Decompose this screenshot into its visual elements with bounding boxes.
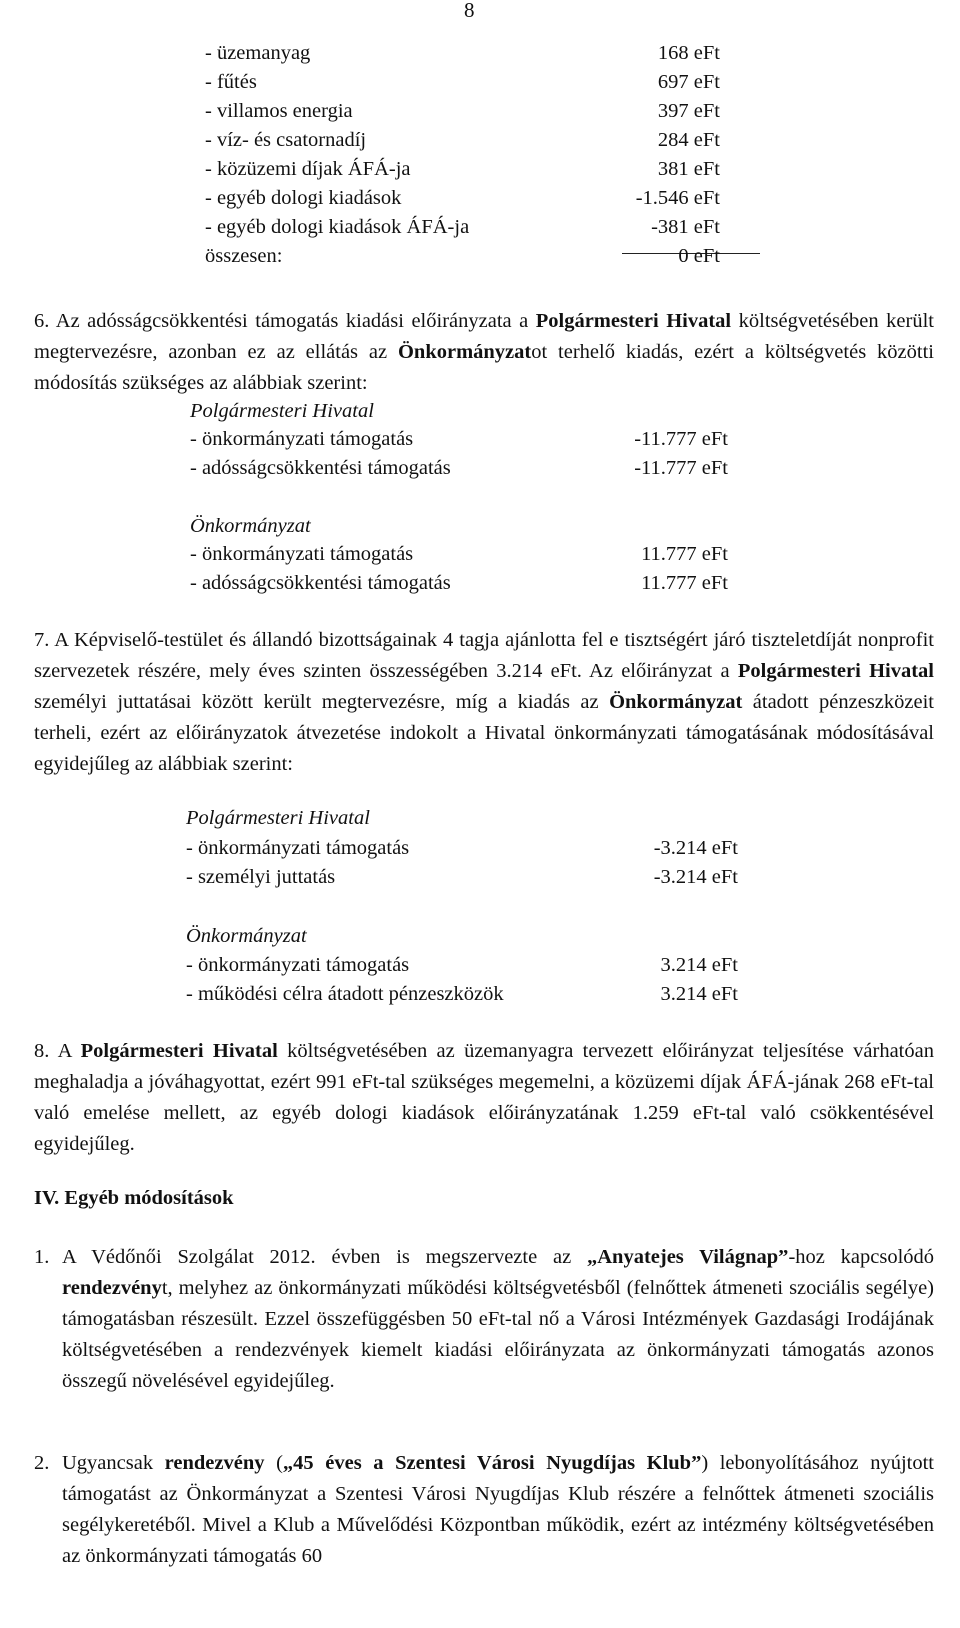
group-title: Önkormányzat: [186, 925, 307, 947]
item-number: 1.: [34, 1246, 50, 1268]
bold-term: Polgármesteri Hivatal: [80, 1040, 278, 1062]
paragraph-8: [34, 1036, 934, 1160]
list-label: - üzemanyag: [205, 42, 311, 64]
paragraph-text: ot terhelő kiadás, ezért a költségvetés közötti módosítás szükséges az alábbiak szerint:: [34, 341, 934, 394]
list-value: 397 eFt: [657, 100, 720, 122]
item-number: 2.: [34, 1452, 50, 1474]
paragraph-7: [34, 625, 934, 780]
paragraph-text: A Védőnői Szolgálat 2012. évben is megszervezte az: [62, 1246, 587, 1268]
bold-term: rendezvény: [62, 1277, 162, 1299]
paragraph-text: költségvetésében az üzemanyagra tervezett előirányzat teljesítése várhatóan meghaladja a jóváhagyottat, ezért 991 eFt-tal szükséges megemelni, a közüzemi díjak ÁFÁ-jának 268 eFt-tal való emelése mellett, az egyéb dologi kiadások előirányzatának 1.259 eFt-tal való csökkentésével egyidejűleg.: [34, 1040, 934, 1155]
group-label: - önkormányzati támogatás: [190, 543, 414, 565]
paragraph-text: személyi juttatásai között került megtervezésre, míg a kiadás az: [34, 691, 610, 713]
group-label: - személyi juttatás: [186, 866, 336, 888]
group-title: Önkormányzat: [190, 515, 311, 537]
paragraph-text: átadott pénzeszközeit terheli, ezért az előirányzatok átvezetése indokolt a Hivatal önkormányzati támogatásának módosításával egyidejűleg az alábbiak szerint:: [34, 691, 934, 775]
list-value: 697 eFt: [657, 71, 720, 93]
total-value: 0 eFt: [678, 245, 720, 267]
paragraph-text: Az adósságcsökkentési támogatás kiadási előirányzata a: [55, 310, 536, 332]
section-item-1: [62, 1242, 934, 1397]
paragraph-text: Ugyancsak: [62, 1452, 165, 1474]
list-value: 284 eFt: [657, 129, 720, 151]
list-value: -1.546 eFt: [635, 187, 720, 209]
bold-term: rendezvény: [164, 1452, 265, 1474]
list-label: - egyéb dologi kiadások: [205, 187, 402, 209]
group-label: - önkormányzati támogatás: [186, 837, 410, 859]
group-value: -3.214 eFt: [653, 866, 738, 888]
group-title: Polgármesteri Hivatal: [186, 807, 370, 829]
group-value: -11.777 eFt: [634, 428, 728, 450]
group-label: - adósságcsökkentési támogatás: [190, 457, 451, 479]
item-number: 7.: [34, 629, 50, 651]
item-number: 6.: [34, 310, 50, 332]
paragraph-text: -hoz kapcsolódó: [788, 1246, 935, 1268]
paragraph-text: (: [264, 1452, 283, 1474]
group-value: 3.214 eFt: [660, 954, 738, 976]
group-title: Polgármesteri Hivatal: [190, 400, 374, 422]
paragraph-text: ) lebonyolításához nyújtott támogatást az Önkormányzat a Szentesi Városi Nyugdíjas Klub részére a felnőttek átmeneti szociális segélykeretéből. Mivel a Klub a Művelődési Központban működik, ezért az intézmény költségvetésében az önkormányzati támogatás 60: [62, 1452, 935, 1567]
group-value: 11.777 eFt: [641, 543, 728, 565]
paragraph-6: [34, 306, 934, 399]
group-label: - önkormányzati támogatás: [190, 428, 414, 450]
group-label: - adósságcsökkentési támogatás: [190, 572, 451, 594]
group-label: - működési célra átadott pénzeszközök: [186, 983, 504, 1005]
list-value: 168 eFt: [657, 42, 720, 64]
total-label: összesen:: [205, 245, 283, 267]
list-label: - fűtés: [205, 71, 257, 93]
list-value: -381 eFt: [651, 216, 720, 238]
paragraph-text: költségvetésében került megtervezésre, azonban ez az ellátás az: [34, 310, 934, 363]
bold-term: „45 éves a Szentesi Városi Nyugdíjas Klub”: [282, 1452, 702, 1474]
bold-term: „Anyatejes Világnap”: [586, 1246, 789, 1268]
paragraph-text: A: [57, 1040, 81, 1062]
group-value: -11.777 eFt: [634, 457, 728, 479]
bold-term: Önkormányzat: [609, 691, 743, 713]
paragraph-text: t, melyhez az önkormányzati működési költségvetésből (felnőttek átmeneti szociális segélye) támogatásban részesült. Ezzel összefüggésben 50 eFt-tal nő a Városi Intézmények Gazdasági Irodájának költségvetésében a rendezvények kiemelt kiadási előirányzata az önkormányzati támogatás azonos összegű növelésével egyidejűleg.: [62, 1277, 934, 1392]
group-value: 3.214 eFt: [660, 983, 738, 1005]
item-number: 8.: [34, 1040, 50, 1062]
list-value: 381 eFt: [657, 158, 720, 180]
paragraph-text: A Képviselő-testület és állandó bizottságainak 4 tagja ajánlotta fel e tisztségért járó tiszteletdíját nonprofit szervezetek részére, mely éves szinten összességében 3.214 eFt. Az előirányzat a: [34, 629, 934, 682]
group-label: - önkormányzati támogatás: [186, 954, 410, 976]
bold-term: Polgármesteri Hivatal: [737, 660, 934, 682]
section-item-2: [62, 1448, 934, 1572]
list-label: - egyéb dologi kiadások ÁFÁ-ja: [205, 216, 470, 238]
group-value: 11.777 eFt: [641, 572, 728, 594]
bold-term: Önkormányzat: [397, 341, 532, 363]
page-number: 8: [464, 0, 475, 22]
group-value: -3.214 eFt: [653, 837, 738, 859]
list-label: - közüzemi díjak ÁFÁ-ja: [205, 158, 411, 180]
list-label: - víz- és csatornadíj: [205, 129, 367, 151]
section-heading: IV. Egyéb módosítások: [34, 1187, 234, 1209]
list-label: - villamos energia: [205, 100, 353, 122]
bold-term: Polgármesteri Hivatal: [535, 310, 732, 332]
